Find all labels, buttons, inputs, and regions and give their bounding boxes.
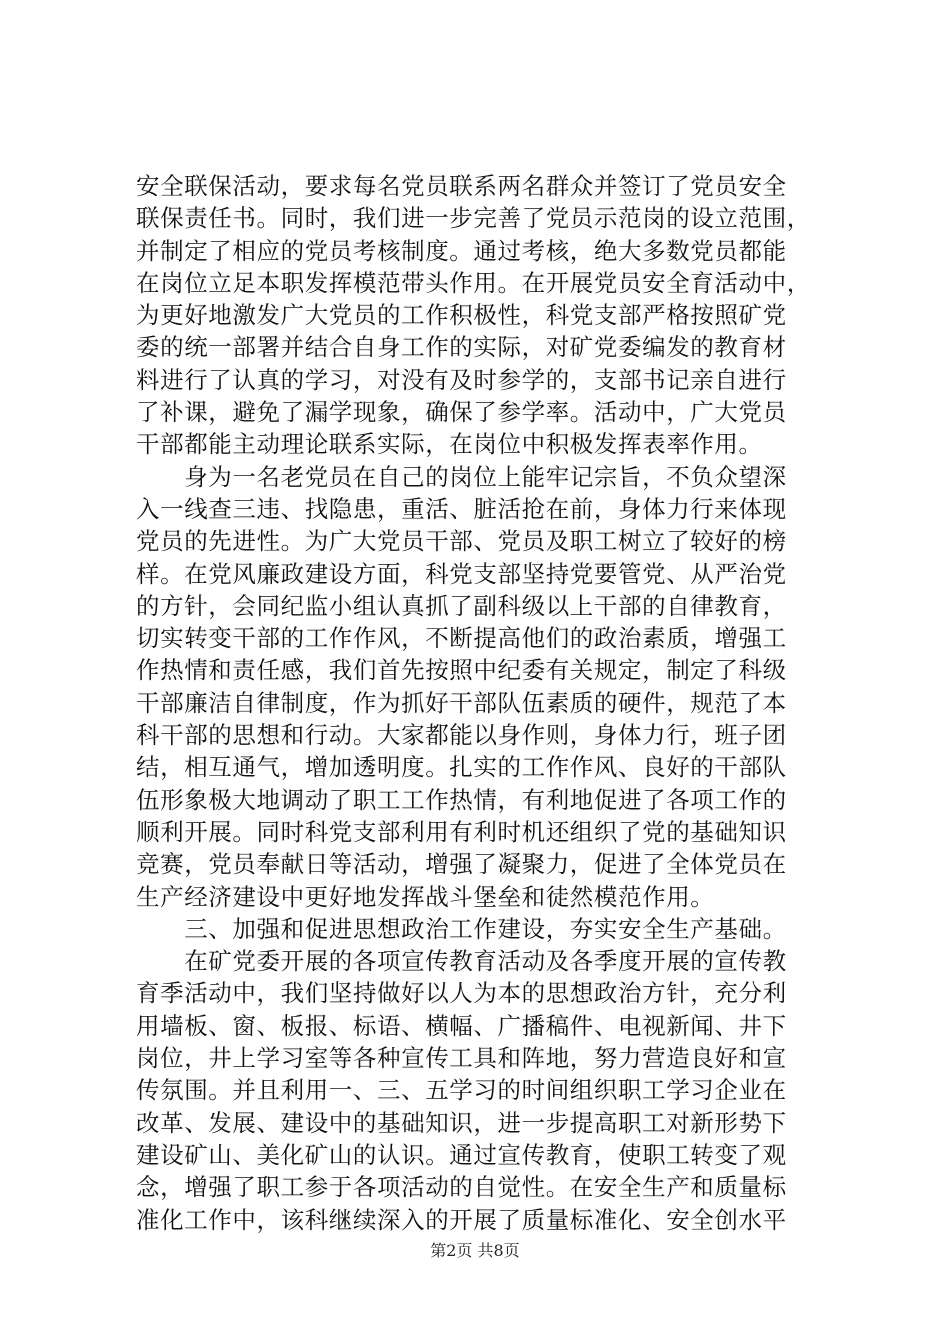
- text-line: 改革、发展、建设中的基础知识，进一步提高职工对新形势下: [136, 1108, 787, 1137]
- text-line: 顺利开展。同时科党支部利用有利时机还组织了党的基础知识: [136, 817, 787, 846]
- text-line: 念，增强了职工参于各项活动的自觉性。在安全生产和质量标: [136, 1173, 787, 1202]
- text-line: 作热情和责任感，我们首先按照中纪委有关规定，制定了科级: [136, 656, 787, 685]
- text-line: 委的统一部署并结合自身工作的实际，对矿党委编发的教育材: [136, 333, 787, 362]
- body-text: [136, 170, 836, 1236]
- text-line: 身为一名老党员在自己的岗位上能牢记宗旨，不负众望深: [136, 462, 787, 491]
- text-line: 生产经济建设中更好地发挥战斗堡垒和徒然模范作用。: [136, 882, 715, 911]
- text-line: 竞赛，党员奉献日等活动，增强了凝聚力，促进了全体党员在: [136, 850, 787, 879]
- text-line: 联保责任书。同时，我们进一步完善了党员示范岗的设立范围，: [136, 204, 811, 233]
- text-line: 的方针，会同纪监小组认真抓了副科级以上干部的自律教育，: [136, 591, 787, 620]
- text-line: 安全联保活动，要求每名党员联系两名群众并签订了党员安全: [136, 172, 787, 200]
- text-line: 建设矿山、美化矿山的认识。通过宣传教育，使职工转变了观: [136, 1140, 787, 1169]
- text-line: 样。在党风廉政建设方面，科党支部坚持党要管党、从严治党: [136, 559, 787, 588]
- text-line: 三、加强和促进思想政治工作建设，夯实安全生产基础。: [136, 914, 787, 943]
- text-line: 伍形象极大地调动了职工工作热情，有利地促进了各项工作的: [136, 785, 787, 814]
- text-line: 岗位，井上学习室等各种宣传工具和阵地，努力营造良好和宣: [136, 1044, 787, 1073]
- text-line: 结，相互通气，增加透明度。扎实的工作作风、良好的干部队: [136, 753, 787, 782]
- text-line: 为更好地激发广大党员的工作积极性，科党支部严格按照矿党: [136, 301, 787, 330]
- text-line: 在岗位立足本职发挥模范带头作用。在开展党员安全育活动中，: [136, 268, 811, 297]
- text-line: 党员的先进性。为广大党员干部、党员及职工树立了较好的榜: [136, 527, 787, 556]
- text-line: 干部廉洁自律制度，作为抓好干部队伍素质的硬件，规范了本: [136, 688, 787, 717]
- text-line: 用墙板、窗、板报、标语、横幅、广播稿件、电视新闻、井下: [136, 1011, 787, 1040]
- text-line: 准化工作中，该科继续深入的开展了质量标准化、安全创水平: [136, 1205, 787, 1234]
- text-line: 干部都能主动理论联系实际，在岗位中积极发挥表率作用。: [136, 430, 763, 459]
- text-line: 在矿党委开展的各项宣传教育活动及各季度开展的宣传教: [136, 947, 787, 976]
- text-line: 科干部的思想和行动。大家都能以身作则，身体力行，班子团: [136, 721, 787, 750]
- text-line: 传氛围。并且利用一、三、五学习的时间组织职工学习企业在: [136, 1076, 787, 1105]
- text-line: 料进行了认真的学习，对没有及时参学的，支部书记亲自进行: [136, 365, 787, 394]
- text-line: 育季活动中，我们坚持做好以人为本的思想政治方针，充分利: [136, 979, 787, 1008]
- page-footer: 第2页 共8页: [430, 1241, 520, 1260]
- text-line: 了补课，避免了漏学现象，确保了参学率。活动中，广大党员: [136, 398, 787, 427]
- text-line: 入一线查三违、找隐患，重活、脏活抢在前，身体力行来体现: [136, 494, 787, 523]
- text-line: 切实转变干部的工作作风，不断提高他们的政治素质，增强工: [136, 624, 787, 653]
- text-line: 并制定了相应的党员考核制度。通过考核，绝大多数党员都能: [136, 236, 787, 265]
